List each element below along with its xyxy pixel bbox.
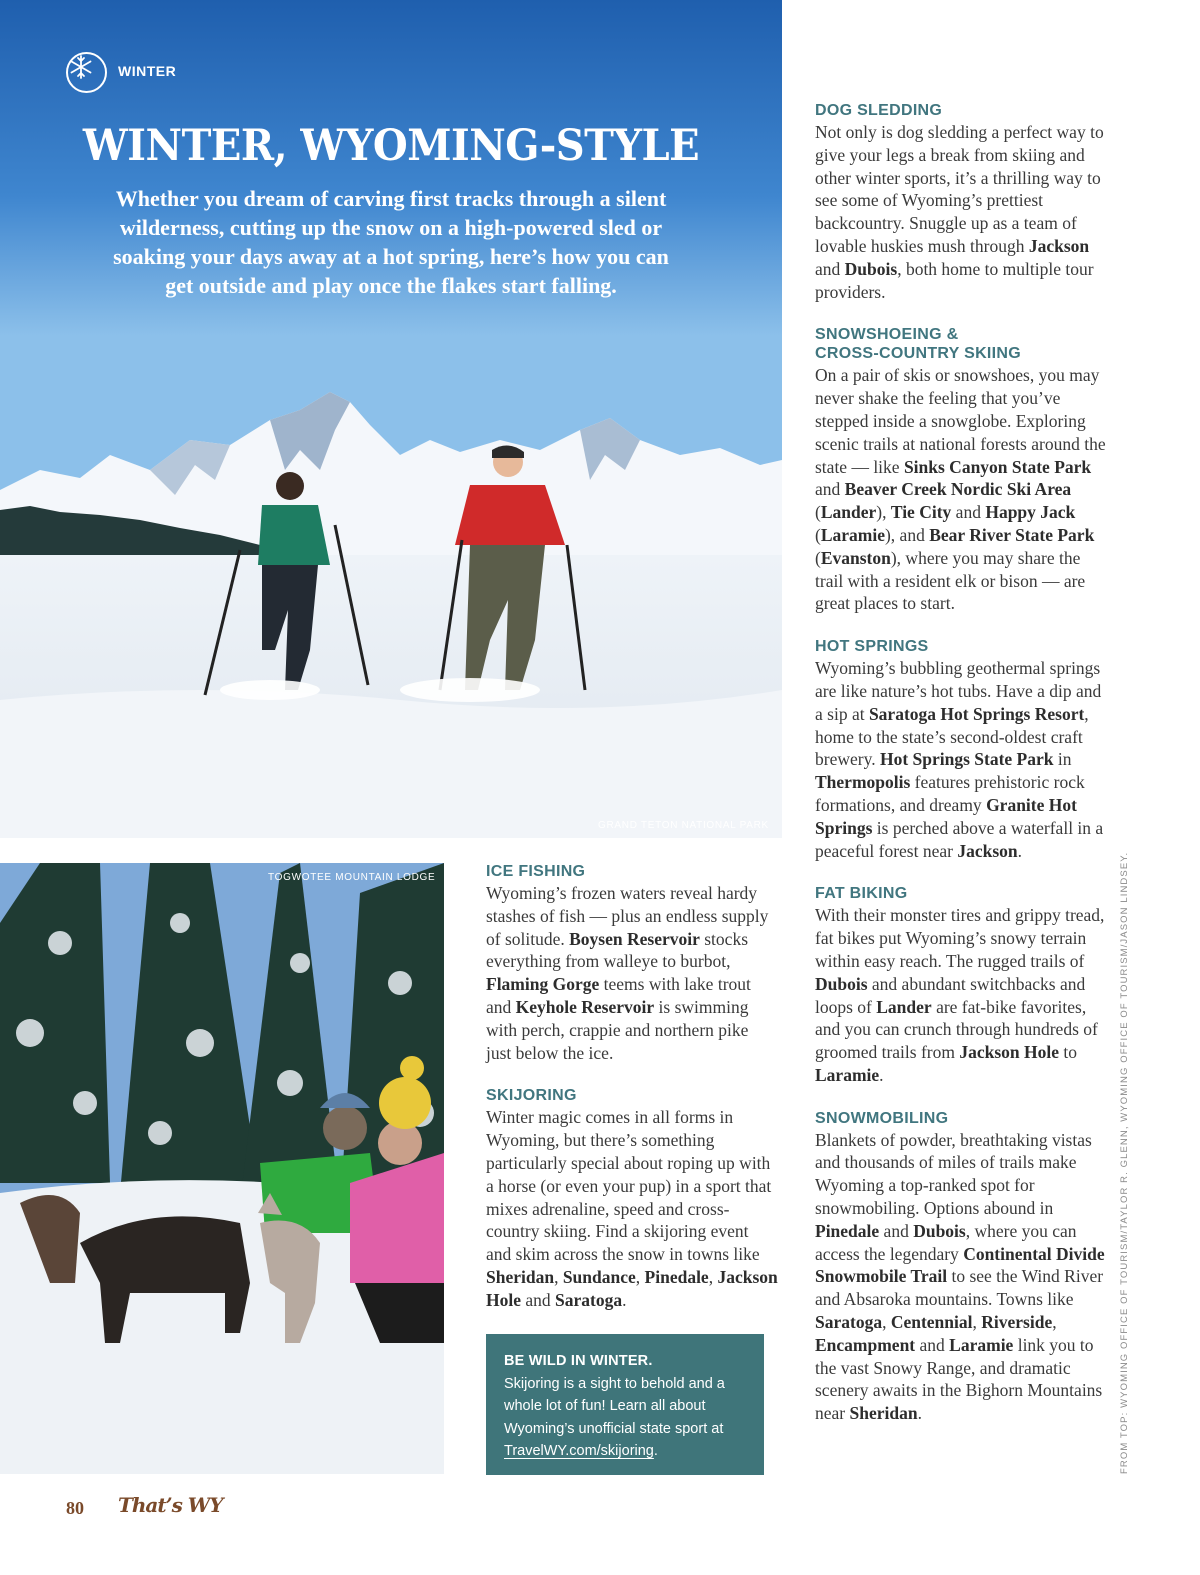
section-heading: DOG SLEDDING — [815, 102, 943, 119]
photo-credit: FROM TOP: WYOMING OFFICE OF TOURISM/TAYLOR R. GLENN, WYOMING OFFICE OF TOURISM/JASON LINDSEY. — [1119, 851, 1130, 1474]
cta-heading: BE WILD IN WINTER. — [504, 1353, 653, 1369]
snowflake-icon — [68, 54, 94, 80]
cta-body: Skijoring is a sight to behold and a whole lot of fun! Learn all about Wyoming’s unofficial state sport at TravelWY.com/skijoring. — [504, 1375, 725, 1460]
page-title: WINTER, WYOMING-STYLE — [82, 120, 700, 171]
snowshoeing-section — [815, 325, 1107, 615]
section-heading: SNOWSHOEING & CROSS-COUNTRY SKIING — [815, 326, 1022, 363]
snowflake-badge — [66, 52, 107, 93]
section-body: With their monster tires and grippy tread, fat bikes put Wyoming’s snowy terrain within easy reach. The rugged trails of Dubois and abundant switchbacks and loops of Lander are fat-bike favorites, and you can crunch through hundreds of groomed trails from Jackson Hole to Laramie. — [815, 905, 1105, 1085]
photo-caption: TOGWOTEE MOUNTAIN LODGE — [268, 872, 436, 883]
sled-scene — [0, 863, 444, 1474]
sled-dogs-photo — [0, 863, 444, 1474]
section-body: Not only is dog sledding a perfect way to give your legs a break from skiing and other winter sports, it’s a thrilling way to see some of Wyoming’s prettiest backcountry. Snuggle up as a team of lovable huskies mush through Jackson and Dubois, both home to multiple tour providers. — [815, 122, 1104, 302]
cta-box — [486, 1334, 764, 1475]
fat-biking-section — [815, 884, 1107, 1086]
section-body: Blankets of powder, breathtaking vistas and thousands of miles of trails make Wyoming a top-ranked spot for snowmobiling. Options abound in Pinedale and Dubois, where you can access the legendary Continental Divide Snowmobile Trail to see the Wind River and Absaroka mountains. Towns like Saratoga, Centennial, Riverside, Encampment and Laramie link you to the vast Snowy Range, and dramatic scenery awaits in the Bighorn Mountains near Sheridan. — [815, 1129, 1105, 1424]
page-number: 80 — [66, 1498, 84, 1518]
intro-text: Whether you dream of carving first tracks through a silent wilderness, cutting up the snow on a high-powered sled or soaking your days away at a hot spring, here’s how you can get outside and play once the flakes start falling. — [113, 186, 669, 298]
section-body: Wyoming’s frozen waters reveal hardy stashes of fish — plus an endless supply of solitude. Boysen Reservoir stocks everything from walleye to burbot, Flaming Gorge teems with lake trout and Keyhole Reservoir is swimming with perch, crappie and northern pike just below the ice. — [486, 883, 769, 1063]
photo-caption: GRAND TETON NATIONAL PARK — [598, 820, 769, 831]
section-label: WINTER — [118, 63, 177, 79]
section-body: Winter magic comes in all forms in Wyoming, but there’s something particularly special about roping up with a horse (or even your pup) in a sport that mixes adrenaline, speed and cross-country skiing. Find a skijoring event and skim across the snow in towns like Sheridan, Sundance, Pinedale, Jackson Hole and Saratoga. — [486, 1107, 778, 1310]
ice-fishing-section — [486, 862, 778, 1064]
middle-column — [486, 862, 778, 1334]
section-body: Wyoming’s bubbling geothermal springs are like nature’s hot tubs. Have a dip and a sip at Saratoga Hot Springs Resort, home to the state’s second-oldest craft brewery. Hot Springs State Park in Thermopolis features prehistoric rock formations, and dreamy Granite Hot Springs is perched above a waterfall in a peaceful forest near Jackson. — [815, 658, 1104, 861]
section-heading: HOT SPRINGS — [815, 638, 929, 656]
right-column — [815, 101, 1107, 1447]
snowmobiling-section — [815, 1109, 1107, 1425]
section-heading: SKIJORING — [486, 1087, 577, 1105]
skijoring-section — [486, 1086, 778, 1311]
hero-photo — [0, 0, 782, 838]
section-body: On a pair of skis or snowshoes, you may never shake the feeling that you’ve stepped inside a snowglobe. Exploring scenic trails at national forests around the state — like Sinks Canyon State Park and Beaver Creek Nordic Ski Area (Lander), Tie City and Happy Jack (Laramie), and Bear River State Park (Evanston), where you may share the trail with a resident elk or bison — are great places to start. — [815, 365, 1106, 614]
section-heading: FAT BIKING — [815, 885, 908, 903]
section-heading: SNOWMOBILING — [815, 1109, 949, 1127]
dog-sledding-section — [815, 101, 1107, 303]
section-heading: ICE FISHING — [486, 863, 586, 880]
hot-springs-section — [815, 637, 1107, 862]
thats-wy-logo: That’s WY — [118, 1493, 223, 1517]
skijoring-link[interactable]: TravelWY.com/skijoring — [504, 1443, 654, 1460]
